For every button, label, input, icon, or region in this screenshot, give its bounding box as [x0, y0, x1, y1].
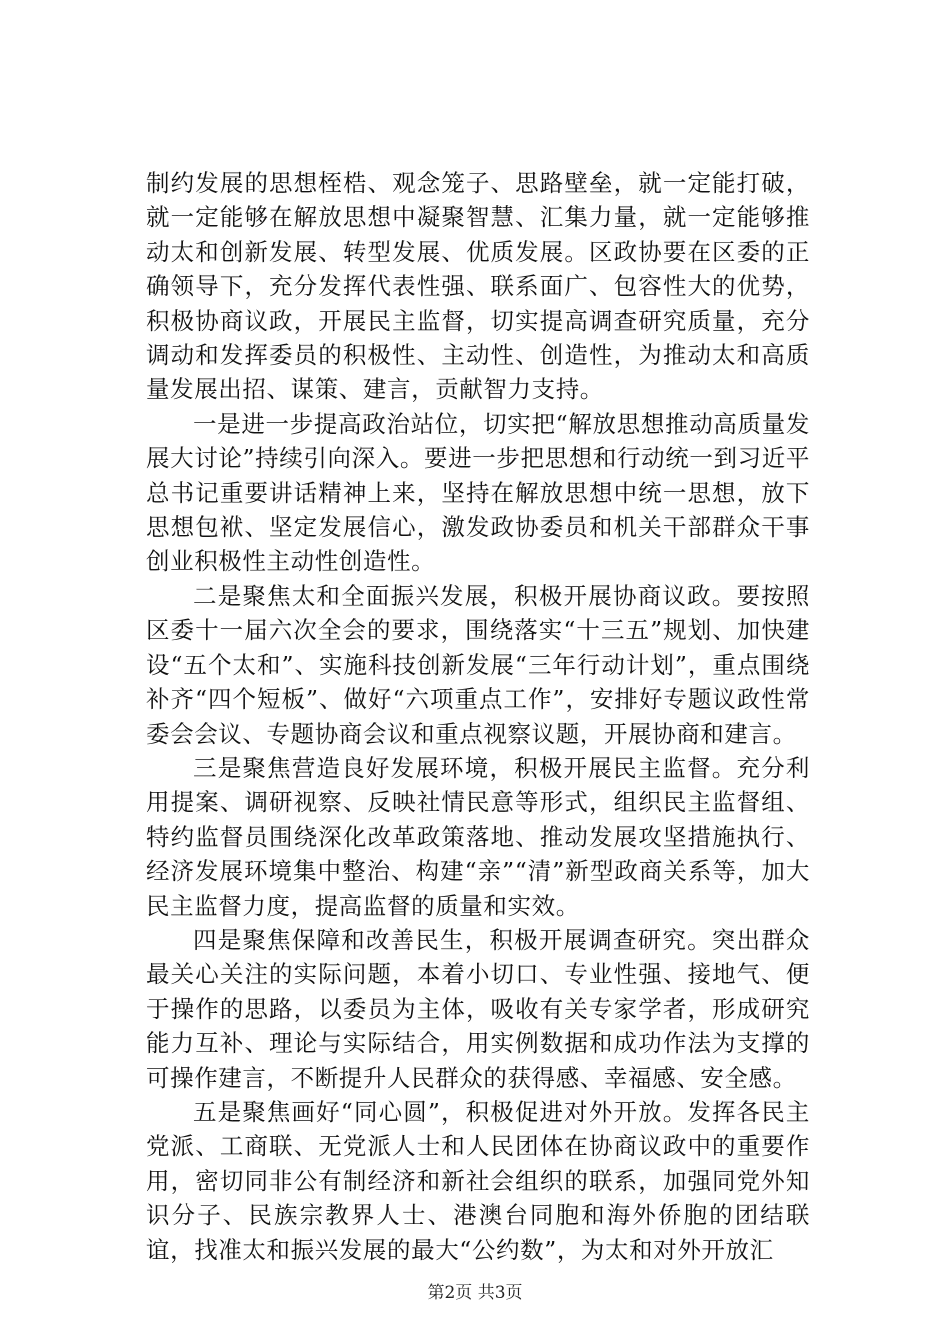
- page-number-footer: 第2页 共3页: [427, 1283, 523, 1303]
- paragraph-continuation: 制约发展的思想桎梏、观念笼子、思路壁垒，就一定能打破，就一定能够在解放思想中凝聚智慧、汇集力量，就一定能够推动太和创新发展、转型发展、优质发展。区政协要在区委的正确领导下，充分发挥代表性强、联系面广、包容性大的优势，积极协商议政，开展民主监督，切实提高调查研究质量，充分调动和发挥委员的积极性、主动性、创造性，为推动太和高质量发展出招、谋策、建言，贡献智力支持。: [146, 169, 810, 404]
- paragraph-point-four: 四是聚焦保障和改善民生，积极开展调查研究。突出群众最关心关注的实际问题，本着小切口、专业性强、接地气、便于操作的思路，以委员为主体，吸收有关专家学者，形成研究能力互补、理论与实际结合，用实例数据和成功作法为支撑的可操作建言，不断提升人民群众的获得感、幸福感、安全感。: [146, 925, 810, 1092]
- document-body: [146, 166, 810, 1267]
- paragraph-point-five: 五是聚焦画好“同心圆”，积极促进对外开放。发挥各民主党派、工商联、无党派人士和人民团体在协商议政中的重要作用，密切同非公有制经济和新社会组织的联系，加强同党外知识分子、民族宗教界人士、港澳台同胞和海外侨胞的团结联谊，找准太和振兴发展的最大“公约数”，为太和对外开放汇: [146, 1097, 810, 1264]
- paragraph-point-three: 三是聚焦营造良好发展环境，积极开展民主监督。充分利用提案、调研视察、反映社情民意等形式，组织民主监督组、特约监督员围绕深化改革政策落地、推动发展攻坚措施执行、经济发展环境集中整治、构建“亲”“清”新型政商关系等，加大民主监督力度，提高监督的质量和实效。: [146, 753, 810, 920]
- paragraph-point-two: 二是聚焦太和全面振兴发展，积极开展协商议政。要按照区委十一届六次全会的要求，围绕落实“十三五”规划、加快建设“五个太和”、实施科技创新发展“三年行动计划”，重点围绕补齐“四个短板”、做好“六项重点工作”，安排好专题议政性常委会会议、专题协商会议和重点视察议题，开展协商和建言。: [146, 581, 810, 748]
- paragraph-point-one: 一是进一步提高政治站位，切实把“解放思想推动高质量发展大讨论”持续引向深入。要进一步把思想和行动统一到习近平总书记重要讲话精神上来，坚持在解放思想中统一思想，放下思想包袱、坚定发展信心，激发政协委员和机关干部群众干事创业积极性主动性创造性。: [146, 409, 810, 576]
